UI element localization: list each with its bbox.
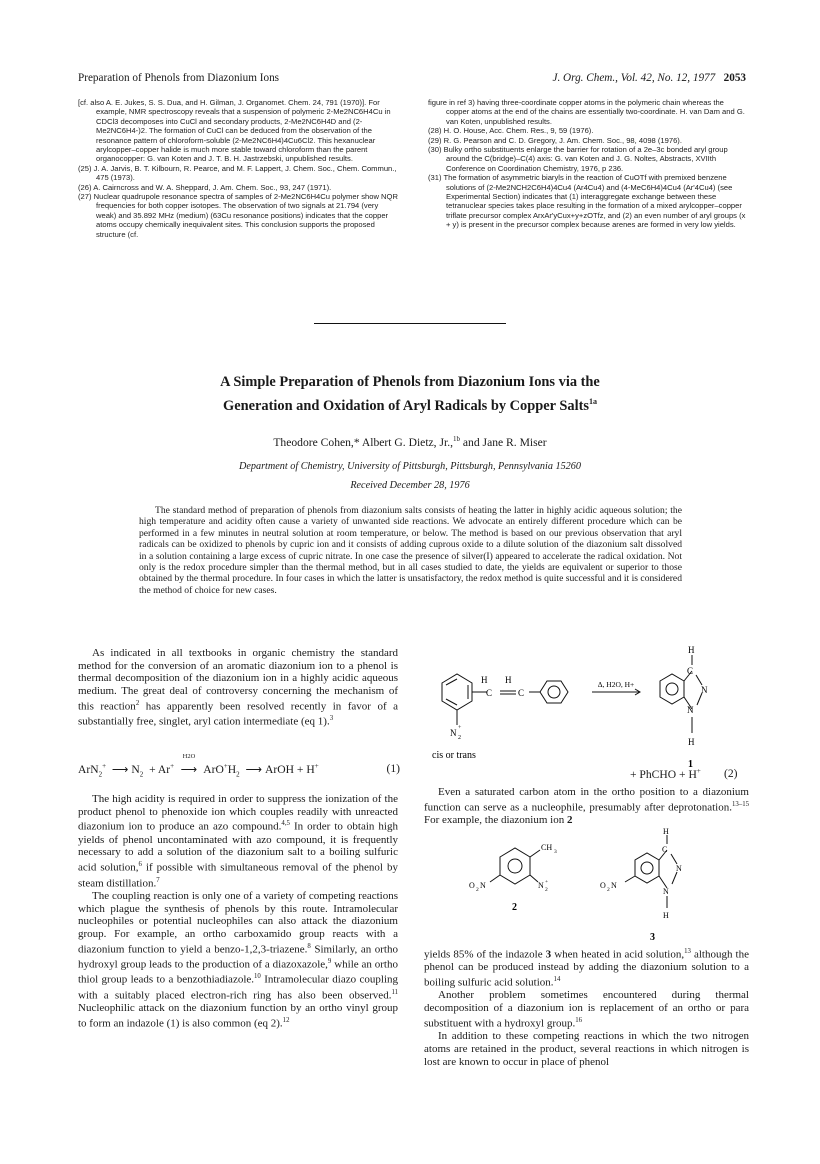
- reference-item: (31) The formation of asymmetric biaryls in the reaction of CuOTf with premixed benzene solutions of (2-Me2NCH2C6H4)4Cu4 (Ar4Cu4) and (4-MeC6H4)4Cu4 (Ar'4Cu4) (see Experimental Section) indicates that (1) interaggregate exchange between these tetranuclear species takes place resulting in the formation of a mixed arylcopper–copper triflate precursor complex ArxAr'yCux+y+zOTfz, and (2) an even number of aryl groups (x + y) is present in the precursor complex because arenes are formed in very low yields.: [428, 173, 746, 230]
- journal-name: J. Org. Chem., Vol. 42, No. 12, 1977: [552, 72, 716, 84]
- section-divider: [314, 323, 506, 324]
- reference-item: (26) A. Cairncross and W. A. Sheppard, J. Am. Chem. Soc., 93, 247 (1971).: [78, 182, 332, 192]
- title-line-1: A Simple Preparation of Phenols from Diazonium Ions via the: [220, 374, 600, 390]
- scheme-equation-2: [420, 645, 750, 785]
- running-title: Preparation of Phenols from Diazonium Ions: [78, 72, 280, 84]
- reference-item: (25) J. A. Jarvis, B. T. Kilbourn, R. Pearce, and M. F. Lappert, J. Chem. Soc., Chem. Commun., 475 (1973).: [78, 163, 397, 183]
- left-column-top: [78, 647, 398, 729]
- paragraph: In addition to these competing reactions in which the two nitrogen atoms are retained in the product, several reactions in which nitrogen is lost are known to occur in place of phenol: [424, 1030, 749, 1068]
- nitro-label: N: [611, 881, 617, 890]
- references-left: [78, 98, 398, 239]
- reference-item: (29) R. G. Pearson and C. D. Gregory, J. Am. Chem. Soc., 98, 4098 (1976).: [428, 135, 682, 145]
- vinyl-c-label: C: [486, 688, 493, 698]
- reference-item: (28) H. O. House, Acc. Chem. Res., 9, 59 (1976).: [428, 126, 594, 136]
- indazole-h-label: H: [688, 645, 695, 655]
- vinyl-h-label: H: [481, 675, 488, 685]
- right-column-mid: [424, 786, 749, 827]
- equation-number: (1): [386, 762, 400, 775]
- indazole-c-label: C: [662, 845, 668, 854]
- vinyl-c-label: C: [518, 688, 525, 698]
- eq1-reagent: H2O: [182, 753, 196, 760]
- diazonium-charge: +: [545, 879, 549, 885]
- paragraph: The high acidity is required in order to suppress the ionization of the product phenol to phenoxide ion which couples readily with unreacted diazonium ion to produce an azo compound.$^{4,5}$ In order to obtain high yields of phenol uncontaminated with azo compound, it is frequently necessary to add a solution of the diazonium salt to a boiling sulfuric acid solution,$^6$ if possible with simultaneous removal of the phenol by steam distillation.$^7$: [78, 793, 398, 890]
- indazole-nh-label: H: [688, 737, 695, 747]
- right-column-bottom: [424, 946, 749, 1068]
- nitro-subscript: 2: [476, 887, 479, 893]
- structures-2-and-3: [460, 827, 730, 944]
- diazonium-subscript: 2: [458, 735, 461, 741]
- indazole-n-label: N: [701, 685, 708, 695]
- paragraph: Another problem sometimes encountered during thermal decomposition of a diazonium ion is replacement of an ortho or para substituent with a hydroxyl group.$^{16}$: [424, 989, 749, 1030]
- nitro-subscript: 2: [607, 887, 610, 893]
- compound-label: 1: [688, 759, 693, 770]
- diazonium-label: N: [450, 728, 457, 738]
- diazonium-subscript: 2: [545, 887, 548, 893]
- indazole-n-label: N: [663, 887, 669, 896]
- indazole-c-label: C: [687, 666, 694, 676]
- nitro-label: O: [469, 881, 475, 890]
- title-footnote-mark: 1a: [588, 397, 597, 406]
- reference-item: figure in ref 3) having three-coordinate copper atoms in the polymeric chain whereas the copper atoms at the end of the chains are essentially two-coordinate. H. van Dam and G. van Koten, unpublished results.: [428, 98, 745, 126]
- paragraph: Even a saturated carbon atom in the ortho position to a diazonium function can serve as a nucleophile, presumably after deprotonation.$^{13-15}$ For example, the diazonium ion 2: [424, 786, 749, 827]
- paragraph: As indicated in all textbooks in organic chemistry the standard method for the conversion of an aromatic diazonium ion to a phenol is thermal decomposition of the diazonium ion in a highly acidic aqueous medium. The great deal of controversy concerning the mechanism of this reaction$^2$ has apparently been resolved recently in favor of a substantially free, singlet, aryl cation intermediate (eq 1).$^3$: [78, 647, 398, 728]
- author-footnote-mark: 1b: [453, 435, 461, 443]
- nitro-label: N: [480, 881, 486, 890]
- page-number: 2053: [723, 72, 746, 84]
- references-right: [428, 98, 748, 230]
- authors: Theodore Cohen,* Albert G. Dietz, Jr.,$^{1b}$ and Jane R. Miser: [273, 435, 547, 449]
- diazonium-label: N: [538, 881, 544, 890]
- article-title: [120, 372, 700, 416]
- compound-label: 2: [512, 902, 517, 913]
- equation-number: (2): [724, 767, 738, 780]
- left-column-bottom: [78, 793, 398, 1030]
- indazole-h-label: H: [663, 827, 669, 836]
- methyl-label: CH: [541, 843, 553, 852]
- indazole-nh-label: H: [663, 911, 669, 920]
- reference-item: (30) Bulky ortho substituents enlarge the barrier for rotation of a 2e–3c bonded aryl group around the C(bridge)–C(4) axis: G. van Koten and J. G. Noltes, Abstracts, XVIIth Conference on Coordination Chemistry, 1976, p 236.: [428, 145, 728, 173]
- methyl-subscript: 3: [554, 849, 557, 855]
- vinyl-h-label: H: [505, 675, 512, 685]
- journal-citation: [508, 72, 746, 84]
- reference-item: (27) Nuclear quadrupole resonance spectra of samples of 2-Me2NC6H4Cu polymer show NQR frequencies for both copper isotopes. The observation of two signals at 21.794 (very weak) and 35.892 MHz (medium) (63Cu resonance positions) indicates that the copper atoms occupy chemically inequivalent sites. This conclusion supports the proposed structure (cf.: [78, 192, 398, 239]
- diazonium-charge: +: [458, 725, 462, 731]
- title-line-2: Generation and Oxidation of Aryl Radicals by Copper Salts$^{1a}$: [223, 397, 597, 414]
- reference-item: [cf. also A. E. Jukes, S. S. Dua, and H. Gilman, J. Organomet. Chem. 24, 791 (1970)]. For example, NMR spectroscopy reveals that a suspension of polymeric 2-Me2NC6H4Cu in CDCl3 decomposes into CuCl and secondary products, 2-Me2NC6H4D and (2-Me2NC6H4-)2. The formation of CuCl can be deduced from the observation of the resonance pattern of chloroform-soluble (2-Me2NC6H4)4Cu6Cl2. This hexanuclear arylcopper–copper halide is much more stable toward chloroform than the parent organocopper: G. van Koten and J. T. B. H. Jastrzebski, unpublished results.: [78, 98, 391, 164]
- received-date: Received December 28, 1976: [350, 480, 470, 491]
- indazole-n-label: N: [687, 705, 694, 715]
- paragraph: The coupling reaction is only one of a variety of competing reactions which plague the synthesis of phenols by this route. Intramolecular nucleophiles or potential nucleophiles can also attack the diazonium group. For example, an ortho carboxamido group reacts with a diazonium function to yield a benzo-1,2,3-triazene.$^8$ Similarly, an ortho hydroxyl group leads to the production of a diazoxazole,$^9$ while an ortho thiol group leads to a benzothiadiazole.$^{10}$ Intramolecular diazo coupling with a suitably placed electron-rich ring has also been observed.$^{11}$ Nucleophilic attack on the diazonium function by an ortho vinyl group to form an indazole (1) is also common (eq 2).$^{12}$: [78, 889, 398, 1030]
- paragraph: yields 85% of the indazole 3 when heated in acid solution,$^{13}$ although the phenol can be produced instead by adding the diazonium solution to a boiling sulfuric acid solution.$^{14}$: [424, 948, 749, 989]
- reaction-conditions: Δ, H2O, H+: [597, 680, 635, 689]
- indazole-n-label: N: [676, 864, 682, 873]
- nitro-label: O: [600, 881, 606, 890]
- cis-trans-label: cis or trans: [432, 750, 476, 761]
- affiliation: Department of Chemistry, University of Pittsburgh, Pittsburgh, Pennsylvania 15260: [239, 461, 581, 472]
- abstract: The standard method of preparation of phenols from diazonium salts consists of heating the latter in highly acidic aqueous solution; the high temperature and acidity often cause a variety of unwanted side reactions. We advocate an entirely different procedure which can be performed in a few minutes in neutral solution at room temperature, or below. The method is based on our previous observation that aryl radicals can be oxidized to phenols by cupric ion and it consists of adding cuprous oxide to a dilute solution of the diazonium salt dissolved in a solution containing a large excess of cupric nitrate. In one case the presence of silver(I) appeared to accelerate the radical oxidation. Not only is the redox procedure simpler than the thermal method, but in all cases studied to date, the yields are equivalent or superior to those obtained by the thermal procedure. In four cases in which the latter is unsatisfactory, the redox method is quite successful and it is considered the method of choice for new cases.: [139, 505, 682, 596]
- compound-label: 3: [650, 932, 655, 943]
- equation-1: ArN$_2$+ ⟶ $N_2 + Ar^+$ ⟶ H2O $ArO^+H_2$ ⟶ ArOH + H+ (1): [78, 753, 400, 779]
- scheme-products: + PhCHO + H+: [630, 767, 701, 781]
